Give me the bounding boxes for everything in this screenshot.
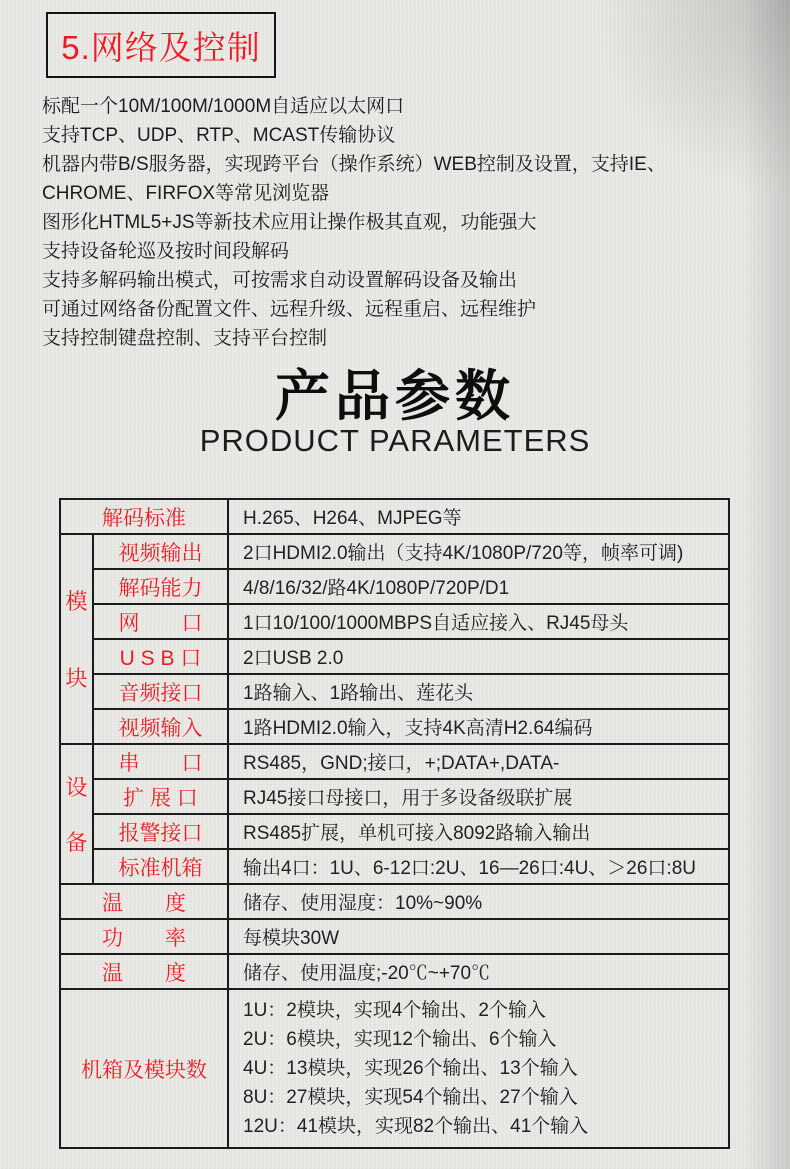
feature-item: 机器内带B/S服务器，实现跨平台（操作系统）WEB控制及设置，支持IE、CHROME、FIRFOX等常见浏览器 [42, 154, 666, 204]
table-row [60, 744, 729, 779]
table-row [60, 674, 729, 709]
row-value: 4/8/16/32/路4K/1080P/720P/D1 [228, 569, 729, 604]
feature-item: 标配一个10M/100M/1000M自适应以太网口 [42, 96, 405, 117]
row-label: U S B 口 [93, 639, 228, 674]
feature-item: 图形化HTML5+JS等新技术应用让操作极其直观，功能强大 [42, 212, 537, 233]
group-label-module [60, 534, 93, 744]
row-value: 2口HDMI2.0输出（支持4K/1080P/720等，帧率可调) [228, 534, 729, 569]
group-label-device [60, 744, 93, 884]
row-label: 温 度 [60, 884, 228, 919]
chassis-line: 2U：6模块，实现12个输出、6个输入 [243, 1029, 557, 1050]
row-value: RJ45接口母接口，用于多设备级联扩展 [228, 779, 729, 814]
row-label: 网 口 [93, 604, 228, 639]
product-parameters-title-en: PRODUCT PARAMETERS [199, 423, 591, 458]
row-label: 解码标准 [60, 499, 228, 534]
row-label: 标准机箱 [93, 849, 228, 884]
feature-item: 支持多解码输出模式，可按需求自动设置解码设备及输出 [42, 270, 518, 291]
row-label: 音频接口 [93, 674, 228, 709]
section-title-box [46, 12, 276, 78]
row-label: 视频输入 [93, 709, 228, 744]
row-value: 储存、使用温度;-20℃~+70℃ [228, 954, 729, 989]
row-value: 1口10/100/1000MBPS自适应接入、RJ45母头 [228, 604, 729, 639]
table-row [60, 954, 729, 989]
chassis-line: 1U：2模块，实现4个输出、2个输入 [243, 1000, 546, 1021]
table-row [60, 604, 729, 639]
row-label: 机箱及模块数 [60, 989, 228, 1148]
row-value: 2口USB 2.0 [228, 639, 729, 674]
group-char: 设 [65, 775, 88, 801]
table-row [60, 499, 729, 534]
row-value [228, 989, 729, 1148]
table-row [60, 534, 729, 569]
group-char: 备 [65, 829, 88, 855]
table-row [60, 989, 729, 1148]
feature-item: 支持控制键盘控制、支持平台控制 [42, 328, 328, 349]
feature-item: 支持设备轮巡及按时间段解码 [42, 241, 290, 262]
product-parameters-title-cn: 产品参数 [274, 365, 515, 427]
row-label: 温 度 [60, 954, 228, 989]
row-label: 解码能力 [93, 569, 228, 604]
row-value: 1路HDMI2.0输入，支持4K高清H2.64编码 [228, 709, 729, 744]
feature-item: 可通过网络备份配置文件、远程升级、远程重启、远程维护 [42, 299, 537, 320]
table-row [60, 639, 729, 674]
row-label: 功 率 [60, 919, 228, 954]
group-char: 模 [65, 589, 88, 614]
chassis-module-lines [243, 990, 728, 1147]
table-row [60, 919, 729, 954]
row-value: 储存、使用湿度：10%~90% [228, 884, 729, 919]
row-value: 1路输入、1路输出、莲花头 [228, 674, 729, 709]
chassis-line: 8U：27模块，实现54个输出、27个输入 [243, 1087, 578, 1108]
section-title: 5.网络及控制 [61, 28, 261, 66]
row-value: RS485，GND;接口，+;DATA+,DATA- [228, 744, 729, 779]
chassis-line: 12U：41模块，实现82个输出、41个输入 [243, 1116, 589, 1137]
spec-table [59, 498, 730, 1149]
table-row [60, 849, 729, 884]
table-row [60, 709, 729, 744]
table-row [60, 569, 729, 604]
feature-list [42, 92, 760, 353]
table-row [60, 814, 729, 849]
row-label: 报警接口 [93, 814, 228, 849]
row-label: 串 口 [93, 744, 228, 779]
row-label: 视频输出 [93, 534, 228, 569]
group-char: 块 [65, 666, 88, 691]
row-label: 扩 展 口 [93, 779, 228, 814]
row-value: 每模块30W [228, 919, 729, 954]
row-value: H.265、H264、MJPEG等 [228, 499, 729, 534]
table-row [60, 884, 729, 919]
row-value: RS485扩展，单机可接入8092路输入输出 [228, 814, 729, 849]
chassis-line: 4U：13模块，实现26个输出、13个输入 [243, 1058, 578, 1079]
row-value: 输出4口：1U、6-12口:2U、16—26口:4U、＞26口:8U [228, 849, 729, 884]
feature-item: 支持TCP、UDP、RTP、MCAST传输协议 [42, 125, 396, 146]
table-row [60, 779, 729, 814]
